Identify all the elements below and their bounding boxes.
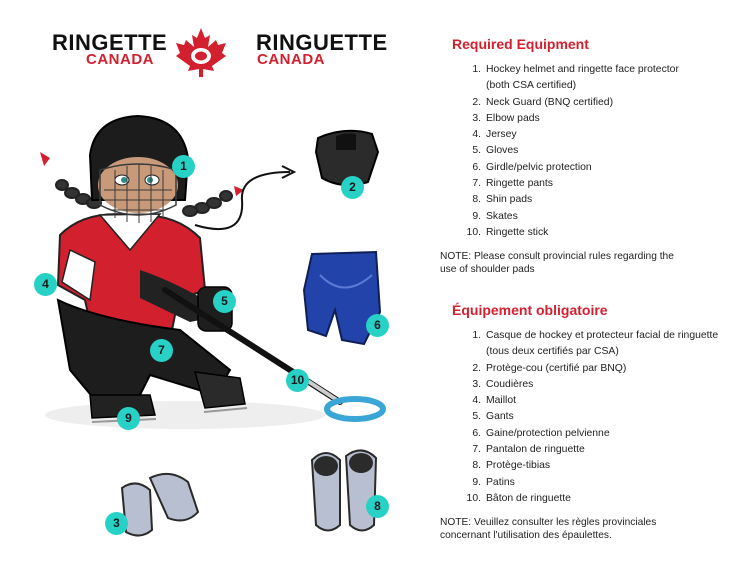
ice-shadow bbox=[45, 401, 325, 429]
logo-word-canada-en: CANADA bbox=[86, 51, 154, 68]
french-note: NOTE: Veuillez consulter les règles provinciales concernant l'utilisation des épaulettes. bbox=[440, 517, 657, 542]
list-item: 9. Skates bbox=[472, 210, 518, 222]
marker-9: 9 bbox=[117, 407, 140, 430]
list-item: 6. Gaine/protection pelvienne bbox=[472, 427, 610, 439]
list-item: 10. Ringette stick bbox=[466, 226, 549, 238]
list-item: 7. Pantalon de ringuette bbox=[472, 444, 585, 456]
logo-word-ringette: RINGETTE bbox=[52, 30, 168, 55]
list-item: 6. Girdle/pelvic protection bbox=[472, 161, 592, 173]
elbow-pad-right bbox=[150, 474, 198, 521]
marker-5: 5 bbox=[213, 290, 236, 313]
marker-1: 1 bbox=[172, 155, 195, 178]
ring bbox=[327, 399, 383, 419]
face bbox=[98, 157, 178, 213]
marker-6: 6 bbox=[366, 314, 389, 337]
list-item: 2. Protège-cou (certifié par BNQ) bbox=[472, 362, 627, 374]
logo-word-canada-fr: CANADA bbox=[257, 51, 325, 68]
list-item: 4. Maillot bbox=[472, 395, 517, 407]
french-heading: Équipement obligatoire bbox=[452, 302, 608, 318]
english-note: NOTE: Please consult provincial rules regarding the use of shoulder pads bbox=[440, 251, 674, 276]
logo-word-ringuette: RINGUETTE bbox=[256, 30, 388, 55]
marker-7: 7 bbox=[150, 339, 173, 362]
list-item: 1. Casque de hockey et protecteur facial de ringuette (tous deux certifiés par CSA) bbox=[472, 330, 719, 358]
english-heading: Required Equipment bbox=[452, 36, 589, 52]
list-item: 1. Hockey helmet and ringette face protector (both CSA certified) bbox=[472, 64, 679, 92]
french-equipment-list bbox=[440, 328, 740, 507]
list-item: 8. Protège-tibias bbox=[472, 460, 551, 472]
list-item: 9. Patins bbox=[472, 476, 515, 488]
french-equipment-panel bbox=[440, 302, 740, 542]
list-item: 8. Shin pads bbox=[472, 194, 533, 206]
marker-8: 8 bbox=[366, 495, 389, 518]
list-item: 5. Gloves bbox=[472, 145, 519, 157]
marker-10: 10 bbox=[286, 369, 309, 392]
marker-2: 2 bbox=[341, 176, 364, 199]
list-item: 3. Coudières bbox=[472, 378, 534, 390]
english-equipment-list bbox=[440, 62, 740, 241]
list-item: 10. Bâton de ringuette bbox=[466, 492, 571, 504]
list-item: 4. Jersey bbox=[472, 129, 517, 141]
marker-3: 3 bbox=[105, 512, 128, 535]
marker-4: 4 bbox=[34, 273, 57, 296]
list-item: 2. Neck Guard (BNQ certified) bbox=[472, 96, 614, 108]
english-equipment-panel bbox=[440, 36, 740, 276]
list-item: 5. Gants bbox=[472, 411, 514, 423]
list-item: 3. Elbow pads bbox=[472, 112, 540, 124]
list-item: 7. Ringette pants bbox=[472, 178, 554, 190]
